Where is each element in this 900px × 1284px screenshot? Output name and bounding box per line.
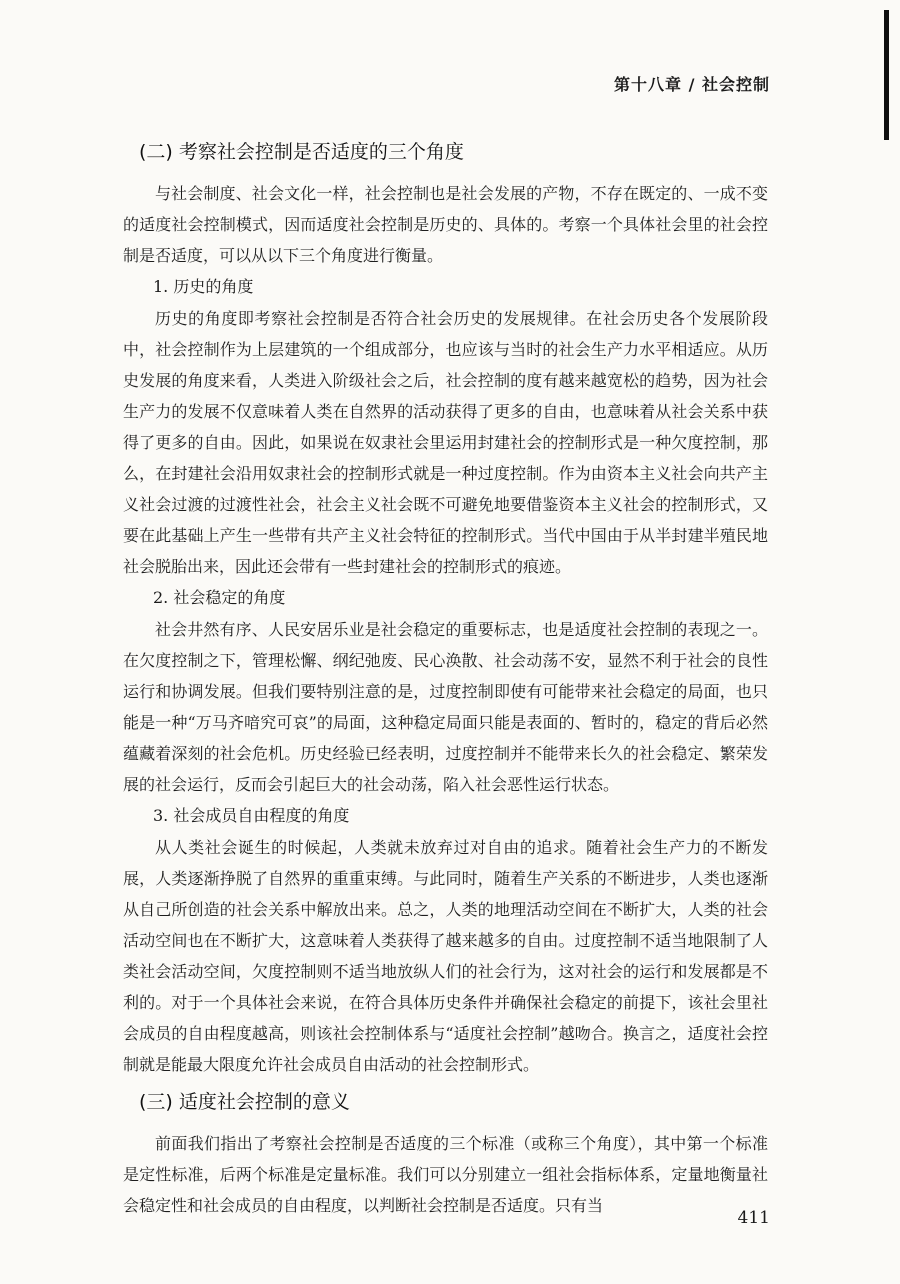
section-2-intro-paragraph: 与社会制度、社会文化一样，社会控制也是社会发展的产物，不存在既定的、一成不变的适度社会控制模式，因而适度社会控制是历史的、具体的。考察一个具体社会里的社会控制是否适度，可以从以下三个角度进行衡量。 <box>123 184 768 265</box>
running-header: 第十八章 / 社会控制 <box>614 75 770 94</box>
page-number: 411 <box>737 1208 770 1228</box>
page-body <box>123 132 768 1221</box>
section-3-intro-paragraph: 前面我们指出了考察社会控制是否适度的三个标准（或称三个角度），其中第一个标准是定性标准，后两个标准是定量标准。我们可以分别建立一组社会指标体系，定量地衡量社会稳定性和社会成员的自由程度，以判断社会控制是否适度。只有当 <box>123 1134 768 1215</box>
section-heading-3: (三) 适度社会控制的意义 <box>139 1091 350 1113</box>
subsection-heading-stability: 2. 社会稳定的角度 <box>153 588 286 607</box>
subsection-history-paragraph: 历史的角度即考察社会控制是否符合社会历史的发展规律。在社会历史各个发展阶段中，社会控制作为上层建筑的一个组成部分，也应该与当时的社会生产力水平相适应。从历史发展的角度来看，人类进入阶级社会之后，社会控制的度有越来越宽松的趋势，因为社会生产力的发展不仅意味着人类在自然界的活动获得了更多的自由，也意味着从社会关系中获得了更多的自由。因此，如果说在奴隶社会里运用封建社会的控制形式是一种欠度控制，那么，在封建社会沿用奴隶社会的控制形式就是一种过度控制。作为由资本主义社会向共产主义社会过渡的过渡性社会，社会主义社会既不可避免地要借鉴资本主义社会的控制形式，又要在此基础上产生一些带有共产主义社会特征的控制形式。当代中国由于从半封建半殖民地社会脱胎出来，因此还会带有一些封建社会的控制形式的痕迹。 <box>123 309 768 576</box>
subsection-heading-freedom: 3. 社会成员自由程度的角度 <box>153 806 350 825</box>
page-edge-line <box>884 10 889 140</box>
subsection-heading-history: 1. 历史的角度 <box>153 277 254 296</box>
subsection-stability-paragraph: 社会井然有序、人民安居乐业是社会稳定的重要标志，也是适度社会控制的表现之一。在欠度控制之下，管理松懈、纲纪弛废、民心涣散、社会动荡不安，显然不利于社会的良性运行和协调发展。但我们要特别注意的是，过度控制即使有可能带来社会稳定的局面，也只能是一种“万马齐喑究可哀”的局面，这种稳定局面只能是表面的、暂时的，稳定的背后必然蕴藏着深刻的社会危机。历史经验已经表明，过度控制并不能带来长久的社会稳定、繁荣发展的社会运行，反而会引起巨大的社会动荡，陷入社会恶性运行状态。 <box>123 620 768 794</box>
section-heading-2: (二) 考察社会控制是否适度的三个角度 <box>139 141 464 163</box>
subsection-freedom-paragraph: 从人类社会诞生的时候起，人类就未放弃过对自由的追求。随着社会生产力的不断发展，人类逐渐挣脱了自然界的重重束缚。与此同时，随着生产关系的不断进步，人类也逐渐从自己所创造的社会关系中解放出来。总之，人类的地理活动空间在不断扩大，人类的社会活动空间也在不断扩大，这意味着人类获得了越来越多的自由。过度控制不适当地限制了人类社会活动空间，欠度控制则不适当地放纵人们的社会行为，这对社会的运行和发展都是不利的。对于一个具体社会来说，在符合具体历史条件并确保社会稳定的前提下，该社会里社会成员的自由程度越高，则该社会控制体系与“适度社会控制”越吻合。换言之，适度社会控制就是能最大限度允许社会成员自由活动的社会控制形式。 <box>123 838 768 1074</box>
